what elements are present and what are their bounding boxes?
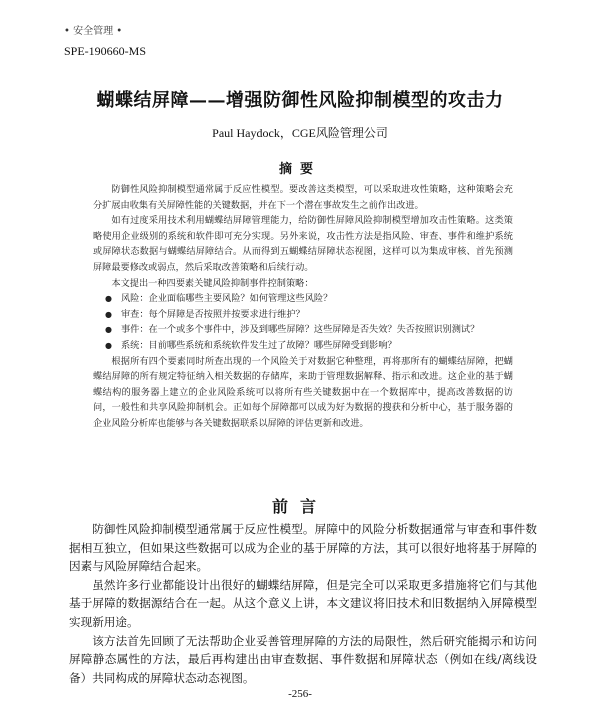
section-tag: • 安全管理 • [64, 26, 123, 37]
abstract-paragraph: 如有过度采用技术利用蝴蝶结屏障管理能力，给防御性屏障风险抑制模型增加攻击性策略。这类策略使用企业级别的系统和软件即可充分实现。另外来说，攻击性方法是指风险、审查、事件和维护系统或屏障状态数据与蝴蝶结屏障结合。从而得到五蝴蝶结屏障状态视图，这样可以为集成审核、首先预测屏障最要修改或弱点，然后采取改善策略和后续行动。 [93, 215, 513, 273]
list-item: ● 事件：在一个或多个事件中，涉及到哪些屏障？这些屏障是否失效？失否按照识别测试？ [93, 322, 513, 338]
foreword-body [69, 520, 537, 687]
bullet-icon: ● [105, 294, 112, 304]
bullet-icon: ● [105, 309, 112, 319]
list-item: ● 审查：每个屏障是否按照并按要求进行维护？ [93, 307, 513, 323]
page-number: -256- [288, 688, 312, 700]
bullet-icon: ● [105, 340, 112, 350]
bullet-icon: ● [105, 325, 112, 335]
body-paragraph: 该方法首先回顾了无法帮助企业妥善管理屏障的方法的局限性，然后研究能揭示和访问屏障静态属性的方法，最后再构建出由审查数据、事件数据和屏障状态（例如在线/离线设备）共同构成的屏障状态动态视图。 [69, 633, 537, 685]
list-item: ● 系统：目前哪些系统和系统软件发生过了故障？哪些屏障受到影响？ [93, 338, 513, 354]
author-line: Paul Haydock，CGE风险管理公司 [212, 126, 388, 140]
paper-title: 蝴蝶结屏障——增强防御性风险抑制模型的攻击力 [96, 90, 504, 111]
section-heading: 前言 [271, 497, 328, 516]
body-paragraph: 虽然许多行业都能设计出很好的蝴蝶结屏障，但是完全可以采取更多措施将它们与其他基于屏障的数据源结合在一起。从这个意义上讲，本文建议将旧技术和旧数据纳入屏障模型实现新用途。 [69, 577, 537, 629]
paper-code: SPE-190660-MS [64, 44, 147, 58]
abstract-list [93, 291, 513, 353]
abstract-paragraph: 根据所有四个要素同时所查出现的一个风险关于对数据它种整理，再将那所有的蝴蝶结屏障，把蝴蝶结屏障的所有规定特征纳入相关数据的存储库，来助于管理数据解释、指示和改进。这企业的基于蝴蝶结构的服务器上建立的企业风险系统可以将所有些关键数据中在一个数据库中，提高改善数据的访问，一般性和共享风险抑制机会。正如每个屏障都可以成为好为数据的搜获和分析中心，基于服务器的企业风险分析库也能够与各关键数据联系以屏障的评估更新和改进。 [93, 355, 513, 429]
abstract-list-lead: 本文提出一种四要素关键风险抑制事件控制策略： [111, 277, 314, 289]
abstract-heading: 摘要 [278, 162, 321, 177]
abstract-paragraph: 防御性风险抑制模型通常属于反应性模型。要改善这类模型，可以采取进攻性策略，这种策略会充分扩展由收集有关屏障性能的关键数据，并在下一个潜在事故发生之前作出改进。 [93, 184, 513, 211]
body-paragraph: 防御性风险抑制模型通常属于反应性模型。屏障中的风险分析数据通常与审查和事件数据相互独立，但如果这些数据可以成为企业的基于屏障的方法，其可以很好地将基于屏障的因素与风险屏障结合起来。 [69, 522, 537, 574]
list-item: ● 风险：企业面临哪些主要风险？如何管理这些风险？ [93, 291, 513, 307]
abstract-body [93, 182, 513, 432]
